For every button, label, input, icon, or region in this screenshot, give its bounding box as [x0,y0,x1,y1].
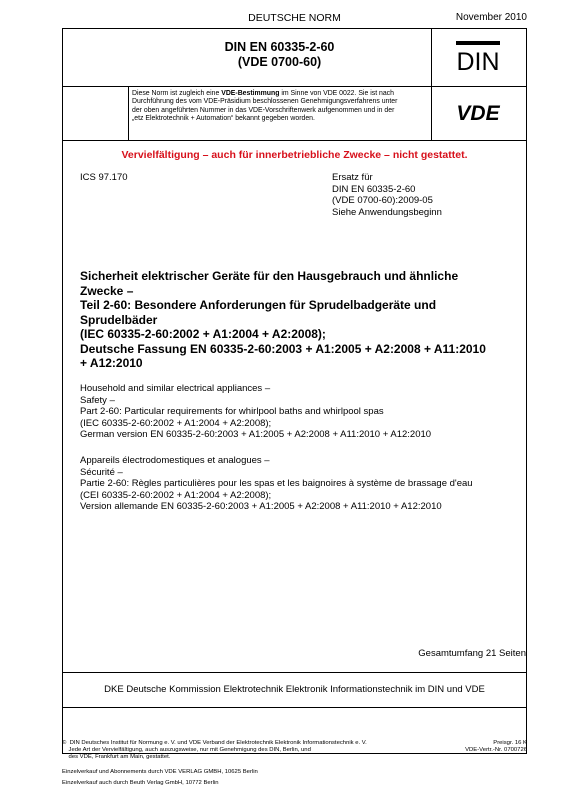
title-line: (IEC 60335-2-60:2002 + A1:2004 + A2:2008); [80,417,272,429]
header-divider-right [431,28,432,141]
replaces-line: DIN EN 60335-2-60 [332,183,416,195]
doc-number-line: (VDE 0700-60) [237,55,322,69]
publication-date: November 2010 [455,12,527,23]
doc-number-line: DIN EN 60335-2-60 [224,40,335,54]
ics-code: ICS 97.170 [80,172,128,183]
title-line: Deutsche Fassung EN 60335-2-60:2003 + A1:2005 + A2:2008 + A11:2010 [80,341,486,356]
sales-line: Einzelverkauf auch durch Beuth Verlag GmbH, 10772 Berlin [62,780,219,786]
bestimmung-text: im Sinne von VDE 0022. Sie ist nach [279,90,394,97]
price-info [455,740,527,754]
title-line: Sécurité – [80,466,123,478]
english-title [80,383,520,441]
norm-type-label: DEUTSCHE NORM [248,12,341,24]
french-title [80,455,520,513]
page-count: Gesamtumfang 21 Seiten [418,648,526,659]
copyright-line: Jede Art der Vervielfältigung, auch auszugsweise, nur mit Genehmigung des DIN, Berlin, und [62,747,311,754]
title-line: + A12:2010 [80,356,143,370]
sales-line: Einzelverkauf und Abonnements durch VDE VERLAG GMBH, 10625 Berlin [62,769,258,775]
title-line: Safety – [80,394,115,406]
copy-restriction-notice: Vervielfältigung – auch für innerbetriebliche Zwecke – nicht gestattet. [121,149,468,161]
title-line: Household and similar electrical appliances – [80,383,271,394]
copyright-line: © DIN Deutsches Institut für Normung e. V. und VDE Verband der Elektrotechnik Elektronik Informationstechnik e. V. [62,740,367,746]
replaces-line: (VDE 0700-60):2009-05 [332,195,433,206]
price-group: Preisgr. 16 K [493,740,527,746]
replaces-info [332,172,442,218]
din-logo-icon [455,40,501,74]
bestimmung-line: Durchführung des vom VDE-Präsidium beschlossenen Genehmigungsverfahrens unter [132,98,398,106]
title-line: Part 2-60: Particular requirements for whirlpool baths and whirlpool spas [80,406,384,417]
copyright-notice [62,740,452,762]
document-number [128,40,431,70]
vde-logo-text: VDE [456,102,500,124]
bestimmung-bold: VDE-Bestimmung [221,90,280,97]
replaces-line: Ersatz für [332,172,373,183]
copyright-line: des VDE, Frankfurt am Main, gestattet. [62,754,171,761]
title-line: Appareils électrodomestiques et analogues – [80,455,270,466]
bestimmung-text: Diese Norm ist zugleich eine [132,90,222,97]
vde-logo-icon [446,100,510,124]
bestimmung-line [132,90,428,98]
german-title [80,269,510,371]
replaces-line: Siehe Anwendungsbeginn [332,206,442,218]
title-line: German version EN 60335-2-60:2003 + A1:2005 + A2:2008 + A11:2010 + A12:2010 [80,429,432,440]
header-divider-left [128,86,129,141]
din-logo-text: DIN [456,48,500,74]
title-line: Teil 2-60: Besondere Anforderungen für Sprudelbadgeräte und [80,298,437,312]
dke-committee: DKE Deutsche Kommission Elektrotechnik Elektronik Informationstechnik im DIN und VDE [104,684,485,695]
title-line: (IEC 60335-2-60:2002 + A1:2004 + A2:2008); [80,327,326,341]
bestimmung-line: der oben angeführten Nummer in das VDE-Vorschriftenwerk aufgenommen und in der [132,106,395,114]
bestimmung-line: „etz Elektrotechnik + Automation“ bekannt gegeben worden. [132,115,315,123]
title-line: Version allemande EN 60335-2-60:2003 + A1:2005 + A2:2008 + A11:2010 + A12:2010 [80,501,442,512]
title-line: Partie 2-60: Règles particulières pour les spas et les baignoires à système de brassage d'eau [80,478,473,489]
title-line: Sprudelbäder [80,312,158,327]
vde-order-number: VDE-Vertr.-Nr. 0700726 [465,747,527,754]
vde-bestimmung-note [132,90,428,124]
title-line: Zwecke – [80,283,134,298]
title-line: Sicherheit elektrischer Geräte für den Hausgebrauch und ähnliche [80,269,459,283]
title-line: (CEI 60335-2-60:2002 + A1:2004 + A2:2008); [80,489,272,501]
